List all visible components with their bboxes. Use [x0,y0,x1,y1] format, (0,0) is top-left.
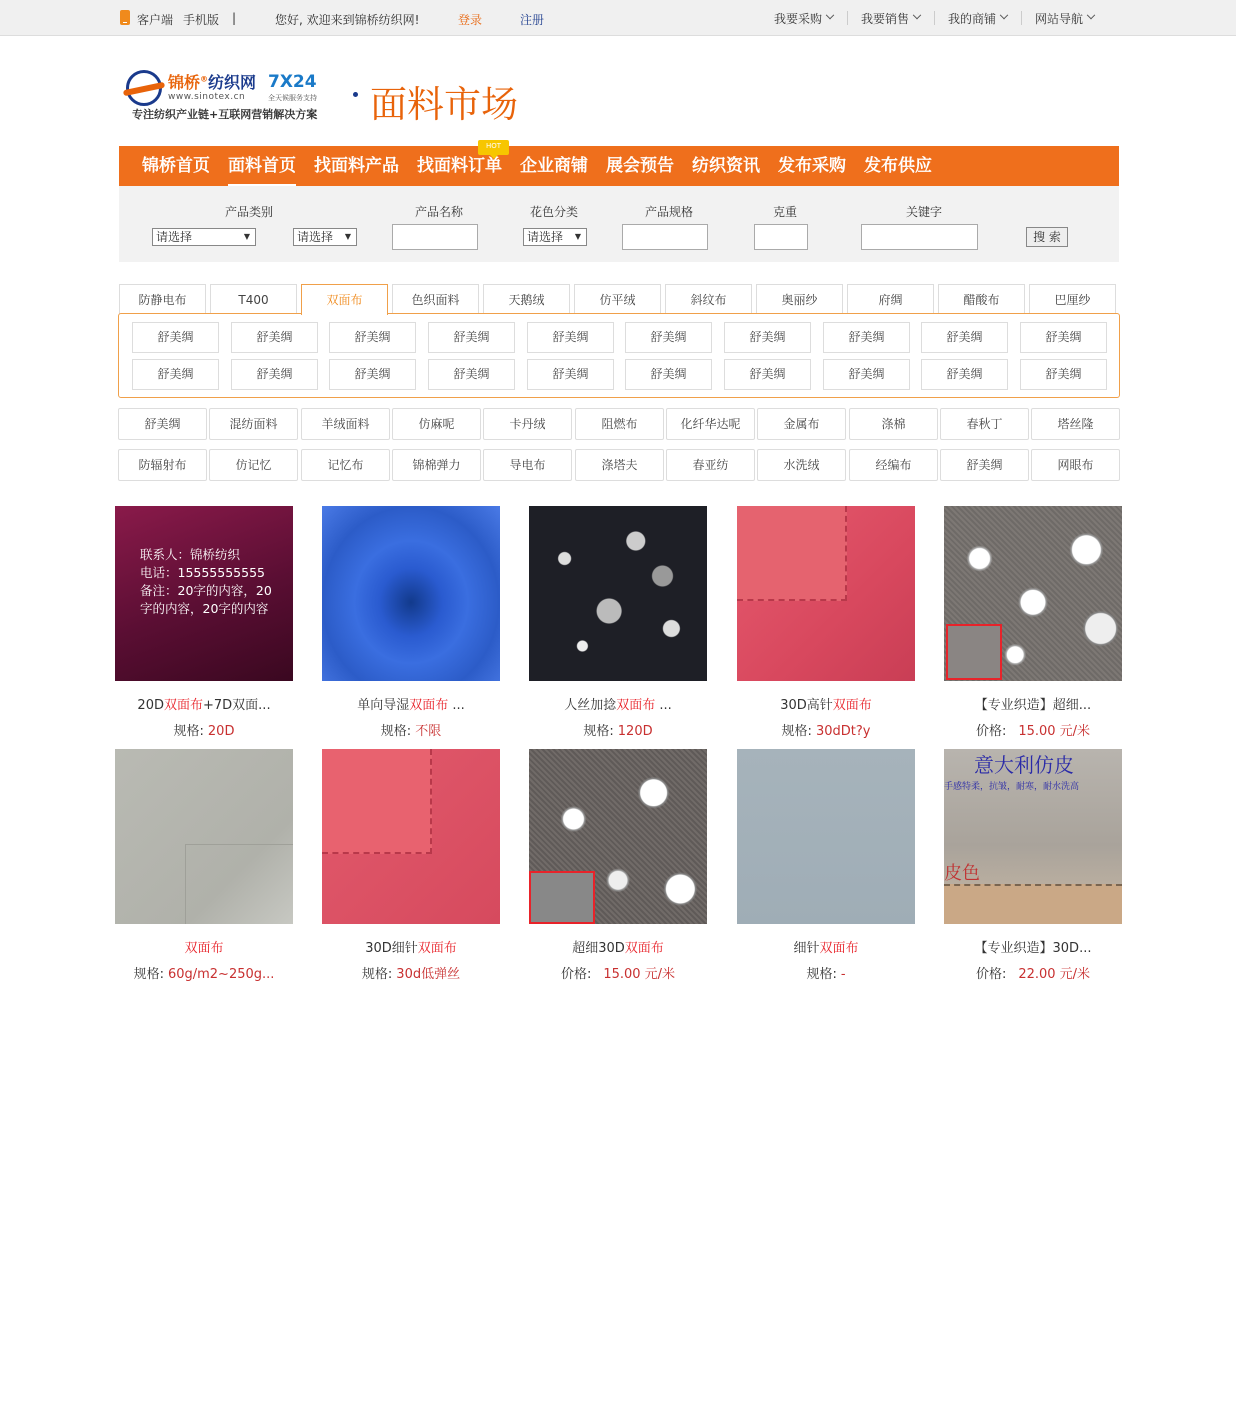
category-tabs [119,284,1119,314]
tag-item[interactable]: 舒美绸 [118,408,207,440]
product-card[interactable] [115,506,293,739]
subcategory-item[interactable]: 舒美绸 [231,322,318,353]
nav-news[interactable]: 纺织资讯 [692,156,760,176]
label-product-name: 产品名称 [415,205,464,219]
register-link[interactable]: 注册 [520,13,545,27]
subcategory-item[interactable]: 舒美绸 [921,359,1008,390]
tab-category[interactable]: 防静电布 [119,284,206,314]
site-logo[interactable] [126,66,330,122]
chevron-down-icon [826,11,834,19]
category-select-2[interactable]: 请选择 ▼ [293,228,357,246]
menu-my-shop[interactable] [934,0,1021,36]
nav-find-products[interactable]: 找面料产品 [314,156,399,176]
product-card[interactable] [529,506,707,739]
login-link[interactable]: 登录 [458,13,483,27]
product-title[interactable]: 30D高针双面布 [780,698,872,713]
tag-item[interactable]: 春秋丁 [940,408,1029,440]
spec-input[interactable] [622,224,708,250]
product-card[interactable] [529,749,707,982]
subcategory-item[interactable]: 舒美绸 [823,322,910,353]
tag-item[interactable]: 仿麻呢 [392,408,481,440]
tab-category[interactable]: 巴厘纱 [1029,284,1116,314]
menu-site-nav-label: 网站导航 [1035,11,1084,26]
tab-category[interactable]: 醋酸布 [938,284,1025,314]
product-image[interactable] [737,506,915,681]
tag-item[interactable]: 涤棉 [849,408,938,440]
mobile-version-link[interactable]: 手机版 [183,13,220,27]
tag-item[interactable]: 导电布 [483,449,572,481]
product-title[interactable]: 20D双面布+7D双面... [137,698,271,713]
nav-post-purchase[interactable]: 发布采购 [778,156,846,176]
product-card[interactable] [944,506,1122,739]
subcategory-item[interactable]: 舒美绸 [527,359,614,390]
product-spec: 规格: - [806,967,846,982]
nav-shops[interactable]: 企业商铺 [520,156,588,176]
tag-item[interactable]: 记忆布 [301,449,390,481]
logo-724: 7X24 [268,72,317,92]
chevron-down-icon [1087,11,1095,19]
product-image[interactable] [737,749,915,924]
subcategory-item[interactable]: 舒美绸 [921,322,1008,353]
product-title[interactable]: 细针双面布 [793,941,859,956]
product-price: 价格: 22.00 元/米 [975,967,1091,982]
title-dot [353,92,358,97]
tab-category[interactable]: T400 [210,284,297,314]
product-title[interactable]: 【专业织造】超细... [974,698,1092,713]
product-spec: 规格: 30d低弹丝 [361,967,461,982]
tag-item[interactable]: 卡丹绒 [483,408,572,440]
tag-item[interactable]: 化纤华达呢 [666,408,755,440]
tag-item[interactable]: 春亚纺 [666,449,755,481]
tag-item[interactable]: 网眼布 [1031,449,1120,481]
subcategory-item[interactable]: 舒美绸 [724,322,811,353]
product-image[interactable] [115,506,293,681]
menu-sell-label: 我要销售 [861,11,910,26]
nav-fabric-home[interactable]: 面料首页 [219,146,305,186]
topbar-divider: | [232,11,237,25]
nav-home[interactable]: 锦桥首页 [142,156,210,176]
tab-category[interactable]: 色织面料 [392,284,479,314]
subcategory-item[interactable]: 舒美绸 [329,322,416,353]
logo-globe-icon [126,70,162,106]
subcategory-item[interactable]: 舒美绸 [823,359,910,390]
label-category: 产品类别 [225,205,274,219]
product-card[interactable] [322,506,500,739]
hot-badge: HOT [478,140,509,155]
product-spec: 规格: 20D [173,724,235,739]
menu-purchase[interactable] [760,0,847,36]
nav-exhibitions[interactable]: 展会预告 [606,156,674,176]
product-image[interactable] [529,749,707,924]
product-spec: 规格: 60g/m2~250g... [133,967,275,982]
tab-category[interactable]: 斜纹布 [665,284,752,314]
product-image[interactable] [944,506,1122,681]
category-select-1[interactable]: 请选择 ▼ [152,228,256,246]
tag-item[interactable]: 锦棉弹力 [392,449,481,481]
subcategory-item[interactable]: 舒美绸 [1020,322,1107,353]
product-price: 价格: 15.00 元/米 [560,967,676,982]
logo-slogan: 专注纺织产业链+互联网营销解决方案 [132,108,318,121]
subcategory-item[interactable]: 舒美绸 [625,322,712,353]
product-title[interactable]: 30D细针双面布 [365,941,457,956]
product-image[interactable] [322,749,500,924]
logo-url: www.sinotex.cn [168,92,246,102]
subcategory-item[interactable]: 舒美绸 [1020,359,1107,390]
nav-find-orders[interactable]: 找面料订单 [417,156,502,176]
subcategory-item[interactable]: 舒美绸 [527,322,614,353]
welcome-text: 您好, 欢迎来到锦桥纺织网! [275,13,420,27]
top-menu [760,0,1108,36]
product-card[interactable] [944,749,1122,982]
subcategory-item[interactable]: 舒美绸 [231,359,318,390]
label-pattern: 花色分类 [530,205,579,219]
logo-support: 全天候服务支持 [268,94,317,102]
chevron-down-icon [913,11,921,19]
tab-category[interactable]: 天鹅绒 [483,284,570,314]
keyword-input[interactable] [861,224,978,250]
subcategory-item[interactable]: 舒美绸 [428,322,515,353]
search-button[interactable]: 搜 索 [1026,227,1068,247]
product-card[interactable] [737,749,915,982]
product-spec: 规格: 30dDt?y [781,724,871,739]
tab-category-active[interactable]: 双面布 [301,284,388,315]
product-title[interactable]: 单向导湿双面布 ... [357,698,465,713]
menu-my-shop-label: 我的商铺 [948,11,997,26]
label-spec: 产品规格 [645,205,694,219]
client-link[interactable]: 客户端 [137,13,174,27]
subcategory-item[interactable]: 舒美绸 [132,322,219,353]
tag-item[interactable]: 金属布 [757,408,846,440]
logo-name: 锦桥®纺织网 [168,73,257,92]
product-title[interactable]: 人丝加捻双面布 ... [564,698,672,713]
product-title[interactable]: 【专业织造】30D... [974,941,1092,956]
nav-post-supply[interactable]: 发布供应 [864,156,932,176]
image-color-text: 皮色 [944,863,980,884]
product-card[interactable] [115,749,293,982]
product-image[interactable] [944,749,1122,924]
label-weight: 克重 [773,205,798,219]
weight-input[interactable] [754,224,808,250]
menu-sell[interactable] [847,0,934,36]
contact-overlay: 联系人：锦桥纺织 电话：15555555555 备注：20字的内容，20字的内容，20字的内容 [140,547,272,616]
tag-item[interactable]: 混纺面料 [209,408,298,440]
tab-category[interactable]: 奥丽纱 [756,284,843,314]
subcategory-item[interactable]: 舒美绸 [132,359,219,390]
subcategory-item[interactable]: 舒美绸 [428,359,515,390]
tag-item[interactable]: 涤塔夫 [575,449,664,481]
product-spec: 规格: 120D [583,724,653,739]
menu-site-nav[interactable] [1021,0,1108,36]
tag-item[interactable]: 羊绒面料 [301,408,390,440]
tag-item[interactable]: 防辐射布 [118,449,207,481]
top-bar [0,0,1236,36]
subcategory-item[interactable]: 舒美绸 [625,359,712,390]
mobile-phone-icon [120,10,130,25]
chevron-down-icon [1000,11,1008,19]
search-panel [119,186,1119,262]
product-spec: 规格: 不限 [380,724,442,739]
product-image[interactable] [322,506,500,681]
image-caption-text: 手感特柔，抗皱，耐寒，耐水洗高 [944,782,1080,792]
product-image[interactable] [529,506,707,681]
tab-category[interactable]: 府绸 [847,284,934,314]
subcategory-item[interactable]: 舒美绸 [329,359,416,390]
product-title[interactable]: 超细30D双面布 [572,941,664,956]
label-keyword: 关键字 [906,205,943,219]
tag-item[interactable]: 塔丝隆 [1031,408,1120,440]
tag-item[interactable]: 经编布 [849,449,938,481]
product-name-input[interactable] [392,224,478,250]
product-price: 价格: 15.00 元/米 [975,724,1091,739]
pattern-select[interactable]: 请选择 ▼ [523,228,587,246]
tag-item[interactable]: 阻燃布 [575,408,664,440]
image-banner-text: 意大利仿皮 [974,753,1074,777]
tag-item[interactable]: 水洗绒 [757,449,846,481]
tag-item[interactable]: 仿记忆 [209,449,298,481]
subcategory-panel [118,313,1120,398]
product-title[interactable]: 双面布 [184,941,224,956]
menu-purchase-label: 我要采购 [774,11,823,26]
subcategory-item[interactable]: 舒美绸 [724,359,811,390]
tab-category[interactable]: 仿平绒 [574,284,661,314]
tag-item[interactable]: 舒美绸 [940,449,1029,481]
product-image[interactable] [115,749,293,924]
product-card[interactable] [737,506,915,739]
page-title: 面料市场 [370,83,518,126]
product-card[interactable] [322,749,500,982]
main-nav [119,146,1119,186]
